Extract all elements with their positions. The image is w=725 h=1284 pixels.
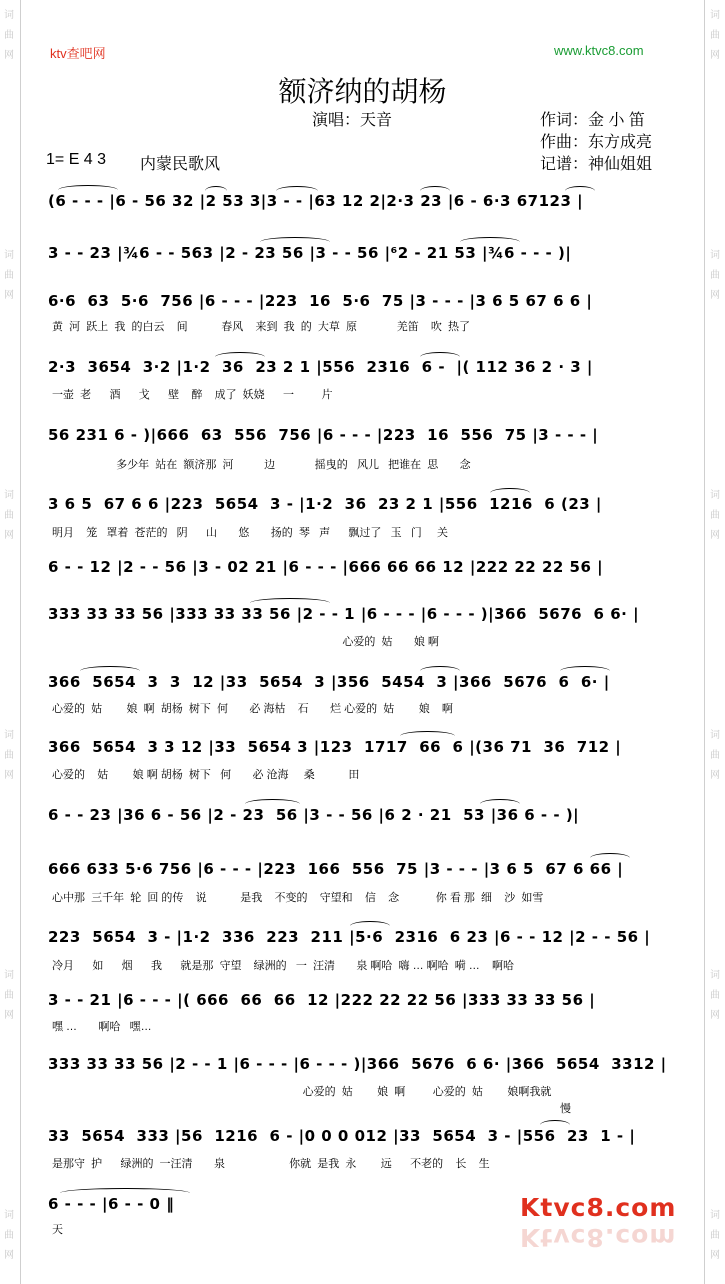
watermark-char: 网	[4, 1250, 14, 1261]
watermark-char: 网	[710, 50, 720, 61]
slur-mark	[245, 799, 300, 809]
lyric-line-9: 心爱的 姑 娘 啊 胡杨 树下 何 必 海枯 石 烂 心爱的 姑 娘 啊	[52, 703, 453, 715]
lyric-line-17: 天	[52, 1224, 63, 1236]
watermark-char: 网	[4, 50, 14, 61]
watermark-char: 曲	[4, 750, 14, 761]
watermark-char: 曲	[710, 750, 720, 761]
lyric-line-8: 心爱的 姑 娘 啊	[52, 636, 439, 648]
score-line-1: (6 - - - |6 - 56 32 |2 53 3|3 - - |63 12 2|2·3 23 |6 - 6·3 67123 |	[48, 192, 584, 210]
song-title: 额济纳的胡杨	[278, 75, 447, 108]
score-line-3: 6·6 63 5·6 756 |6 - - - |223 16 5·6 75 |3 - - - |3 6 5 67 6 6 |	[48, 292, 593, 310]
watermark-char: 网	[4, 290, 14, 301]
lyric-line-14: 嘿 … 啊哈 嘿…	[52, 1021, 152, 1033]
slur-mark	[215, 352, 265, 362]
watermark-char: 曲	[710, 510, 720, 521]
slur-mark	[400, 731, 455, 741]
score-line-10: 366 5654 3 3 12 |33 5654 3 |123 1717 66 6 |(36 71 36 712 |	[48, 738, 622, 756]
lyric-line-3: 黄 河 跃上 我 的白云 间 春风 来到 我 的 大草 原 羌笛 吹 热了	[52, 321, 471, 333]
score-line-13: 223 5654 3 - |1·2 336 223 211 |5·6 2316 6 23 |6 - - 12 |2 - - 56 |	[48, 928, 651, 946]
site-url-right: www.ktvc8.com	[554, 43, 644, 58]
slur-mark	[80, 666, 140, 676]
left-watermark-strip	[0, 0, 21, 1284]
site-name-left: ktv查吧网	[50, 46, 106, 61]
score-line-11: 6 - - 23 |36 6 - 56 |2 - 23 56 |3 - - 56 |6 2 · 21 53 |36 6 - - )|	[48, 806, 580, 824]
slur-mark	[276, 186, 318, 196]
lyric-line-5: 多少年 站在 额济那 河 边 摇曳的 风儿 把谁在 思 念	[52, 459, 471, 471]
watermark-char: 网	[710, 530, 720, 541]
watermark-char: 词	[4, 730, 14, 741]
watermark-char: 词	[4, 970, 14, 981]
score-line-4: 2·3 3654 3·2 |1·2 36 23 2 1 |556 2316 6 - |( 112 36 2 · 3 |	[48, 358, 593, 376]
score-line-9: 366 5654 3 3 12 |33 5654 3 |356 5454 3 |366 5676 6 6· |	[48, 673, 610, 691]
watermark-char: 网	[710, 1250, 720, 1261]
watermark-char: 曲	[710, 1230, 720, 1241]
lyric-line-15: 心爱的 姑 娘 啊 心爱的 姑 娘啊我就	[52, 1086, 552, 1098]
watermark-char: 网	[710, 770, 720, 781]
slur-mark	[260, 237, 330, 247]
watermark-char: 词	[4, 1210, 14, 1221]
watermark-char: 曲	[4, 1230, 14, 1241]
lyric-line-6: 明月 笼 罩着 苍茫的 阴 山 悠 扬的 琴 声 飘过了 玉 门 关	[52, 527, 449, 539]
score-line-17: 6 - - - |6 - - 0 ‖	[48, 1195, 175, 1213]
score-line-5: 56 231 6 - )|666 63 556 756 |6 - - - |223 16 556 75 |3 - - - |	[48, 426, 599, 444]
watermark-char: 网	[4, 770, 14, 781]
lyric-extra-slow: 慢	[560, 1103, 571, 1115]
watermark-char: 曲	[4, 990, 14, 1001]
score-line-6: 3 6 5 67 6 6 |223 5654 3 - |1·2 36 23 2 1 |556 1216 6 (23 |	[48, 495, 602, 513]
watermark-char: 词	[710, 250, 720, 261]
score-line-7: 6 - - 12 |2 - - 56 |3 - 02 21 |6 - - - |666 66 66 12 |222 22 22 56 |	[48, 558, 604, 576]
watermark-char: 曲	[4, 270, 14, 281]
watermark-char: 网	[710, 290, 720, 301]
score-line-15: 333 33 33 56 |2 - - 1 |6 - - - |6 - - - )|366 5676 6 6· |366 5654 3312 |	[48, 1055, 667, 1073]
lyric-line-13: 冷月 如 烟 我 就是那 守望 绿洲的 一 汪清 泉 啊哈 嗨 … 啊哈 嗬 … 啊哈	[52, 960, 515, 972]
watermark-char: 曲	[710, 30, 720, 41]
lyricist-credit: 作词：金 小 笛	[540, 112, 645, 129]
score-line-16: 33 5654 333 |56 1216 6 - |0 0 0 012 |33 5654 3 - |556 23 1 - |	[48, 1127, 636, 1145]
composer-credit: 作曲：东方成亮	[540, 134, 653, 151]
lyric-line-16: 是那守 护 绿洲的 一汪清 泉 你就 是我 永 远 不老的 长 生	[52, 1158, 490, 1170]
slur-mark	[205, 186, 227, 196]
watermark-char: 曲	[4, 30, 14, 41]
watermark-char: 词	[4, 250, 14, 261]
right-watermark-strip	[704, 0, 725, 1284]
score-line-8: 333 33 33 56 |333 33 33 56 |2 - - 1 |6 - - - |6 - - - )|366 5676 6 6· |	[48, 605, 640, 623]
key-and-time-signature: 1= E 4 3	[46, 151, 107, 168]
watermark-char: 曲	[710, 270, 720, 281]
slur-mark	[480, 799, 520, 809]
slur-mark	[420, 352, 460, 362]
watermark-char: 词	[710, 10, 720, 21]
slur-mark	[540, 1120, 570, 1130]
watermark-char: 网	[4, 530, 14, 541]
watermark-char: 词	[710, 1210, 720, 1221]
score-line-14: 3 - - 21 |6 - - - |( 666 66 66 12 |222 22 22 56 |333 33 33 56 |	[48, 991, 596, 1009]
watermark-char: 词	[4, 490, 14, 501]
watermark-char: 词	[710, 490, 720, 501]
music-style: 内蒙民歌风	[140, 156, 221, 173]
lyric-line-4: 一壶 老 酒 戈 壁 醉 成了 妖娆 一 片	[52, 389, 333, 401]
ktvc8-logo: Ktvc8.com	[520, 1193, 677, 1222]
score-line-2: 3 - - 23 |¾6 - - 563 |2 - 23 56 |3 - - 56 |⁶2 - 21 53 |¾6 - - - )|	[48, 244, 572, 262]
lyric-line-10: 心爱的 姑 娘 啊 胡杨 树下 何 必 沧海 桑 田	[52, 769, 360, 781]
tie-mark	[60, 1188, 190, 1198]
ktvc8-logo-reflection: Ktvc8.com	[520, 1223, 677, 1252]
watermark-char: 曲	[4, 510, 14, 521]
slur-mark	[460, 237, 520, 247]
score-line-12: 666 633 5·6 756 |6 - - - |223 166 556 75 |3 - - - |3 6 5 67 6 66 |	[48, 860, 624, 878]
singer-credit: 演唱：天音	[312, 112, 393, 129]
slur-mark	[565, 186, 595, 196]
watermark-char: 网	[710, 1010, 720, 1021]
slur-mark	[250, 598, 330, 608]
slur-mark	[350, 921, 390, 931]
notation-credit: 记谱：神仙姐姐	[540, 156, 653, 173]
watermark-char: 词	[710, 970, 720, 981]
lyric-line-12: 心中那 三千年 轮 回 的传 说 是我 不变的 守望和 信 念 你 看 那 细 沙 如雪	[52, 892, 544, 904]
tie-mark	[58, 185, 118, 195]
slur-mark	[420, 186, 450, 196]
slur-mark	[560, 666, 610, 676]
watermark-char: 词	[4, 10, 14, 21]
slur-mark	[490, 488, 530, 498]
watermark-char: 词	[710, 730, 720, 741]
slur-mark	[590, 853, 630, 863]
watermark-char: 曲	[710, 990, 720, 1001]
watermark-char: 网	[4, 1010, 14, 1021]
slur-mark	[420, 666, 460, 676]
